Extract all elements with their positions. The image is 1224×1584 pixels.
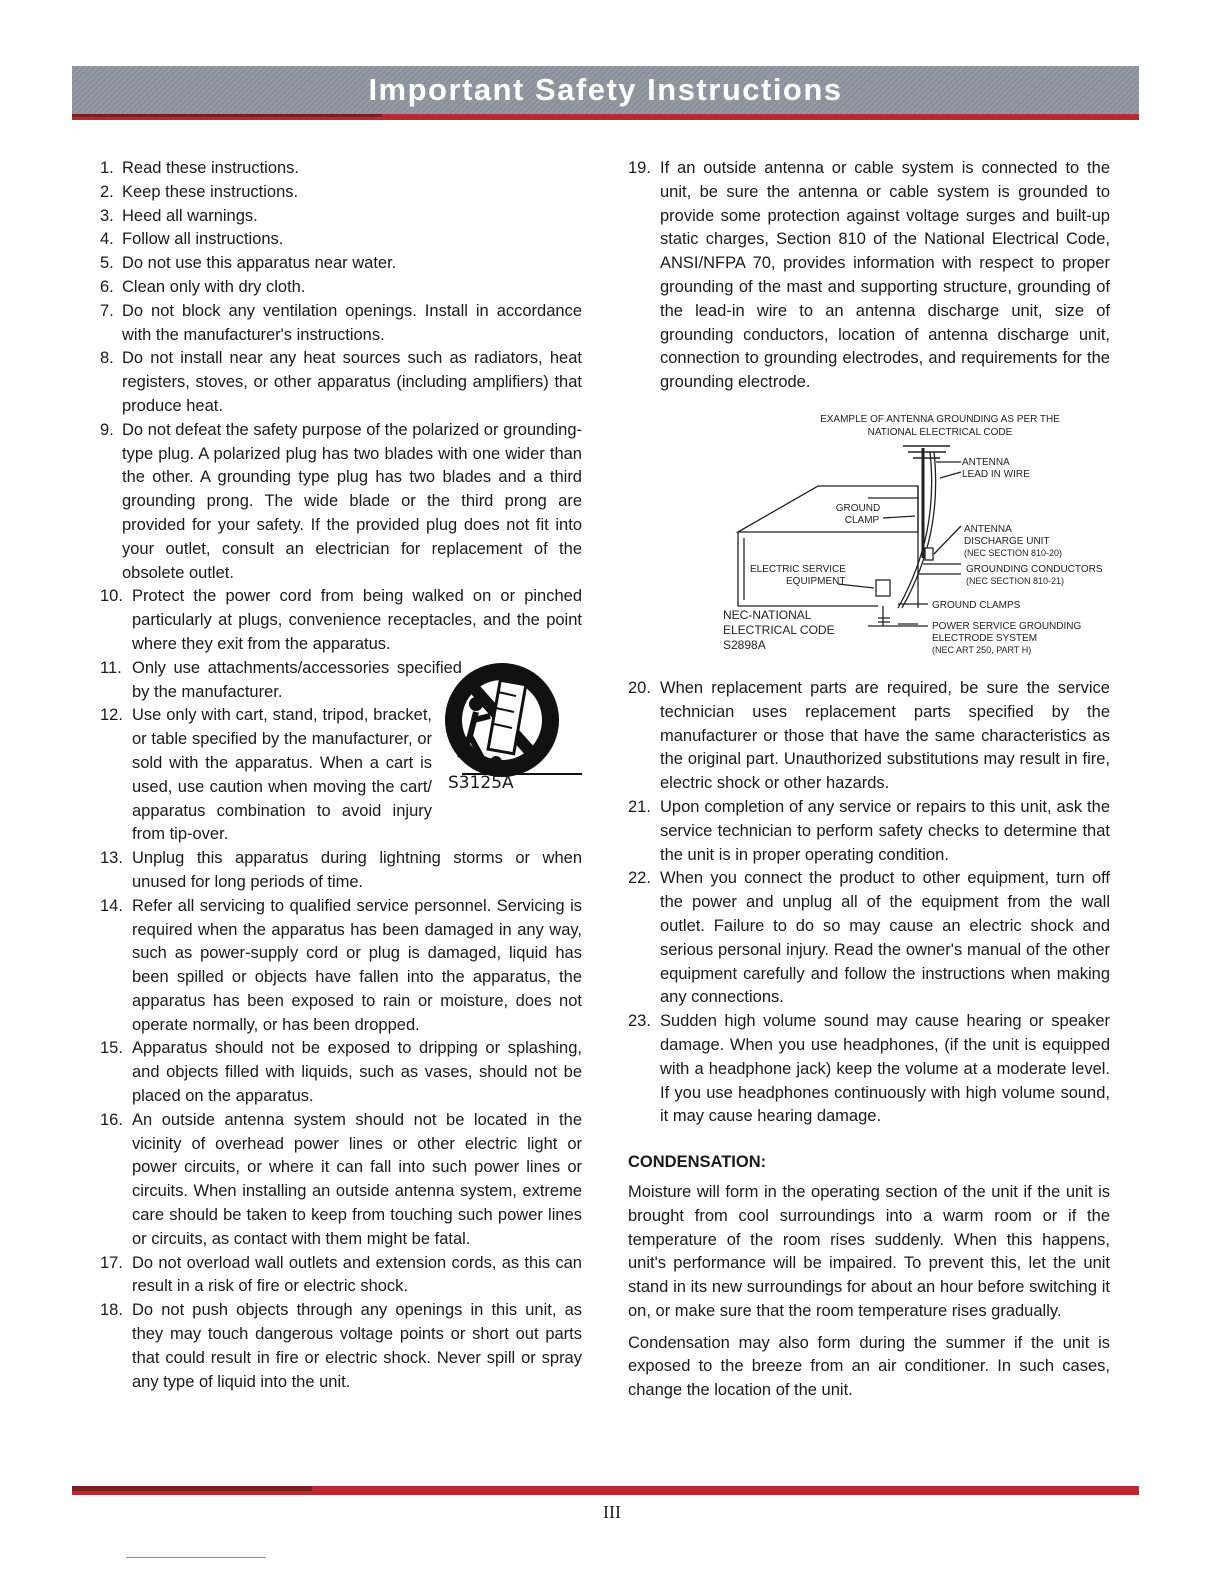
corner-line bbox=[126, 1557, 266, 1558]
header-rule-accent bbox=[72, 114, 382, 117]
cart-section bbox=[100, 657, 582, 847]
list-item: 3. Heed all warnings. bbox=[100, 206, 258, 225]
condensation-heading: CONDENSATION: bbox=[628, 1153, 767, 1172]
list-item: 11. Only use attachments/accessories specified by the manufacturer. bbox=[100, 658, 462, 701]
list-item: 9. Do not defeat the safety purpose of the polarized or grounding-type plug. A polarized plug has two blades with one wider than the other. A grounding type plug has two blades and a third grounding prong. The wide blade or the third prong are provided for your safety. If the provided plug does not fit into your outlet, consult an electrician for replacement of the obsolete outlet. bbox=[100, 420, 582, 582]
page-number: III bbox=[603, 1502, 621, 1522]
electric-service-label-1: ELECTRIC SERVICE bbox=[750, 564, 846, 575]
list-item: 2. Keep these instructions. bbox=[100, 182, 299, 201]
antenna-label-1: ANTENNA bbox=[962, 457, 1010, 468]
diagram-title-line1: EXAMPLE OF ANTENNA GROUNDING AS PER THE bbox=[820, 414, 1060, 425]
list-item: 7. Do not block any ventilation openings. Install in accordance with the manufacturer's instructions. bbox=[100, 301, 582, 344]
condensation-paragraph-1: Moisture will form in the operating section of the unit if the unit is brought from cool surroundings into a warm room or if the temperature of the room rises suddenly. When this happens, unit's performance will be impaired. To prevent this, let the unit stand in its new surroundings for about an hour before switching it on, or make sure that the room temperature rises gradually. bbox=[628, 1182, 1110, 1320]
lead-in-wire-label: LEAD IN WIRE bbox=[962, 469, 1030, 480]
condensation-paragraph-2: Condensation may also form during the summer if the unit is exposed to the breeze from an air conditioner. In such cases, change the location of the unit. bbox=[628, 1333, 1110, 1400]
ground-clamp-label-2: CLAMP bbox=[844, 515, 880, 526]
list-item: 5. Do not use this apparatus near water. bbox=[100, 254, 397, 273]
list-item: 23. Sudden high volume sound may cause hearing or speaker damage. When you use headphones, (if the unit is equipped with a headphone jack) keep the volume at a moderate level. If you use headphones continuously with high volume sound, it may cause hearing damage. bbox=[628, 1012, 1110, 1126]
list-item: 18. Do not push objects through any openings in this unit, as they may touch dangerous voltage points or short out parts that could result in fire or electric shock. Never spill or spray any type of liquid into the unit. bbox=[100, 1301, 582, 1391]
list-item: 21. Upon completion of any service or repairs to this unit, ask the service technician to perform safety checks to determine that the unit is in proper operating condition. bbox=[628, 797, 1110, 864]
list-item: 15. Apparatus should not be exposed to dripping or splashing, and objects filled with liquids, such as vases, should not be placed on the apparatus. bbox=[100, 1039, 582, 1106]
list-item: 8. Do not install near any heat sources such as radiators, heat registers, stoves, or other apparatus (including amplifiers) that produce heat. bbox=[100, 349, 582, 415]
title-banner bbox=[72, 66, 1139, 114]
discharge-unit-label-3: (NEC SECTION 810-20) bbox=[964, 548, 1063, 558]
nec-label-1: NEC-NATIONAL bbox=[723, 608, 812, 622]
right-column bbox=[628, 157, 1110, 1411]
ground-clamp-label-1: GROUND bbox=[835, 503, 881, 514]
grounding-conductors-label-2: (NEC SECTION 810-21) bbox=[966, 576, 1065, 586]
list-item: 16. An outside antenna system should not be located in the vicinity of overhead power lines or other electric light or power circuits, or where it can fall into such power lines or circuits. When installing an outside antenna system, extreme care should be taken to keep from touching such power lines or circuits, as contact with them might be fatal. bbox=[100, 1110, 582, 1248]
power-service-label-1: POWER SERVICE GROUNDING bbox=[932, 621, 1082, 632]
nec-label-3: S2898A bbox=[723, 638, 766, 652]
list-item: 4. Follow all instructions. bbox=[100, 230, 284, 249]
nec-label-2: ELECTRICAL CODE bbox=[723, 623, 835, 637]
list-item: 10. Protect the power cord from being walked on or pinched particularly at plugs, convenience receptacles, and the point where they exit from the apparatus. bbox=[100, 587, 582, 653]
list-item: 6. Clean only with dry cloth. bbox=[100, 277, 306, 296]
grounding-conductors-label-1: GROUNDING CONDUCTORS bbox=[966, 564, 1103, 575]
power-service-label-2: ELECTRODE SYSTEM bbox=[932, 633, 1038, 644]
discharge-unit-label-1: ANTENNA bbox=[964, 524, 1012, 535]
footer-rule-accent bbox=[72, 1486, 312, 1491]
list-item: 14. Refer all servicing to qualified service personnel. Servicing is required when the apparatus has been damaged in any way, such as power-supply cord or plug is damaged, liquid has been spilled or objects have fallen into the apparatus, the apparatus has been exposed to rain or moisture, does not operate normally, or has been dropped. bbox=[100, 896, 582, 1034]
power-service-label-3: (NEC ART 250, PART H) bbox=[932, 645, 1032, 655]
list-item: 20. When replacement parts are required, be sure the service technician uses replacement parts specified by the manufacturer or those that have the same characteristics as the original part. Unauthorized substitutions may result in fire, electric shock or other hazards. bbox=[628, 678, 1110, 793]
list-item: 1. Read these instructions. bbox=[100, 159, 300, 177]
page-title: Important Safety Instructions bbox=[368, 72, 843, 107]
electric-service-label-2: EQUIPMENT bbox=[786, 576, 846, 587]
cart-item-text: Use only with cart, stand, tripod, bracket, or table specified by the manufacturer, or sold with the apparatus. When a cart is used, use caution when moving the cart/ apparatus combination to avoid injury from tip-over. bbox=[132, 706, 432, 844]
list-item: 17. Do not overload wall outlets and extension cords, as this can result in a risk of fire or electric shock. bbox=[100, 1253, 582, 1296]
list-item: 13. Unplug this apparatus during lightning storms or when unused for long periods of time. bbox=[100, 849, 582, 891]
list-item: 19. If an outside antenna or cable system is connected to the unit, be sure the antenna or cable system is grounded to provide some protection against voltage surges and built-up static charges, Section 810 of the National Electrical Code, ANSI/NFPA 70, provides information with respect to proper grounding of the mast and supporting structure, grounding of the lead-in wire to an antenna discharge unit, size of grounding conductors, location of antenna discharge unit, connection to grounding electrodes, and requirements for the grounding electrode. bbox=[628, 159, 1110, 392]
ground-clamps-label: GROUND CLAMPS bbox=[932, 600, 1021, 611]
section-spacer bbox=[628, 1129, 1110, 1151]
antenna-grounding-diagram bbox=[718, 408, 1118, 668]
list-item: 12. Use only with cart, stand, tripod, bracket, or table specified by the manufacturer, or sold with the apparatus. When a cart is used, use caution when moving the cart/ apparatus combination to avoid injury from tip-over. bbox=[100, 704, 582, 847]
list-item: 22. When you connect the product to other equipment, turn off the power and unplug all of the equipment from the wall outlet. Failure to do so may cause an electric shock and serious personal injury. Read the owner's manual of the other equipment carefully and follow the instructions when making any connections. bbox=[628, 869, 1110, 1007]
diagram-title-line2: NATIONAL ELECTRICAL CODE bbox=[867, 427, 1013, 438]
cart-label: S3125A bbox=[448, 773, 514, 793]
discharge-unit-label-2: DISCHARGE UNIT bbox=[964, 536, 1050, 547]
